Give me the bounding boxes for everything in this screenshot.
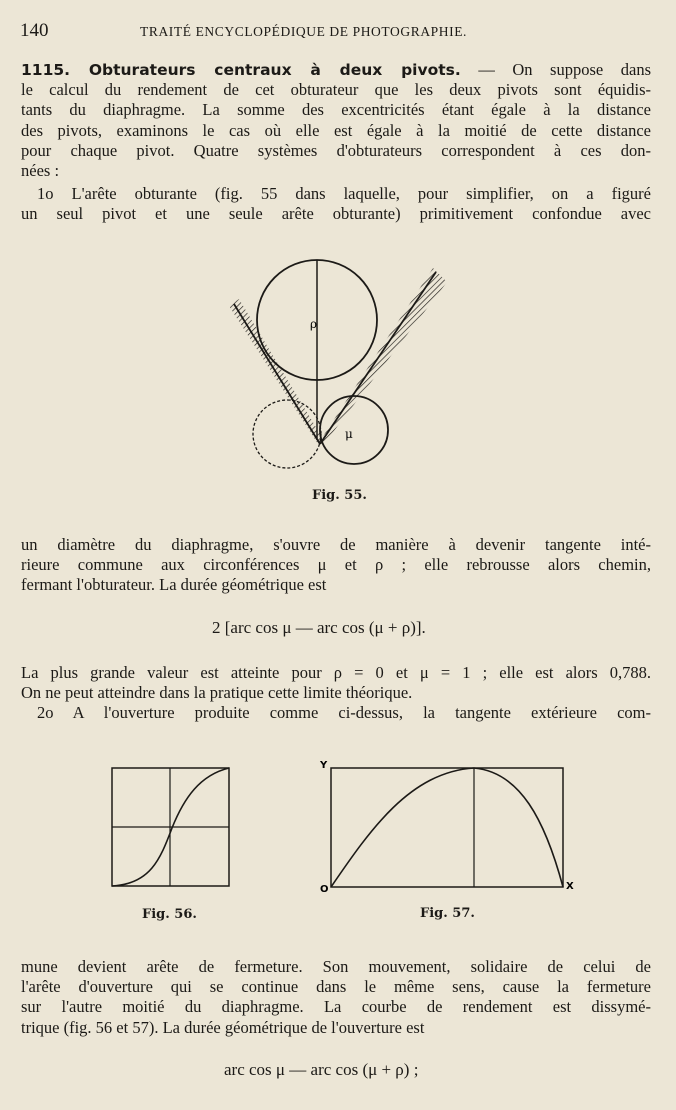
formula-1: 2 [arc cos μ — arc cos (μ + ρ)].: [212, 618, 426, 637]
text-line: 2o A l'ouverture produite comme ci-dessus, la tangente extérieure com-: [37, 703, 651, 723]
text-line: mune devient arête de fermeture. Son mouvement, solidaire de celui de: [21, 957, 651, 976]
text-line: nées :: [21, 161, 60, 181]
text-line: sur l'autre moitié du diaphragme. La courbe de rendement est dissymé-: [21, 997, 651, 1017]
curve-fig-57-rise: [331, 768, 474, 887]
text-line: l'arête d'ouverture qui se continue dans le même sens, cause la fermeture: [21, 977, 651, 997]
caption-fig-56: Fig. 56.: [142, 907, 197, 922]
label-rho: ρ: [310, 317, 318, 331]
text-line: tants du diaphragme. La somme des excentricités étant égale à la distance: [21, 100, 651, 120]
text-line: fermant l'obturateur. La durée géométrique est: [21, 575, 327, 595]
label-x: X: [566, 881, 574, 892]
text-line: trique (fig. 56 et 57). La durée géométrique de l'ouverture est: [21, 1017, 425, 1037]
text-line: pour chaque pivot. Quatre systèmes d'obturateurs correspondent à ces don-: [21, 140, 651, 160]
text-line: 1115. Obturateurs centraux à deux pivots. — On suppose dans: [21, 60, 651, 79]
text-line: un diamètre du diaphragme, s'ouvre de manière à devenir tangente inté-: [21, 535, 651, 554]
text-line: La plus grande valeur est atteinte pour ρ = 0 et μ = 1 ; elle est alors 0,788.: [21, 663, 651, 682]
section-heading: 1115. Obturateurs centraux à deux pivots.: [21, 61, 461, 79]
formula-2: arc cos μ — arc cos (μ + ρ) ;: [224, 1060, 419, 1079]
running-title: TRAITÉ ENCYCLOPÉDIQUE DE PHOTOGRAPHIE.: [140, 24, 468, 39]
text-line: On ne peut atteindre dans la pratique cette limite théorique.: [21, 683, 413, 703]
curve-fig-57-fall: [474, 768, 563, 887]
text-line: des pivots, examinons le cas où elle est égale à la moitié de cette distance: [21, 120, 651, 140]
label-o: O: [320, 884, 329, 895]
text-line: le calcul du rendement de cet obturateur que les deux pivots sont équidis-: [21, 80, 651, 100]
caption-fig-57: Fig. 57.: [420, 906, 475, 921]
paragraph-case-2-cont: [21, 957, 651, 1038]
page-number: 140: [20, 20, 49, 41]
label-y: Y: [320, 760, 328, 771]
caption-fig-55: Fig. 55.: [312, 488, 367, 503]
text-line: un seul pivot et une seule arête obturante) primitivement confondue avec: [21, 204, 651, 224]
text-line: rieure commune aux circonférences μ et ρ ; elle rebrousse alors chemin,: [21, 555, 651, 575]
label-mu: μ: [345, 427, 353, 441]
text-line: 1o L'arête obturante (fig. 55 dans laquelle, pour simplifier, on a figuré: [37, 184, 651, 203]
